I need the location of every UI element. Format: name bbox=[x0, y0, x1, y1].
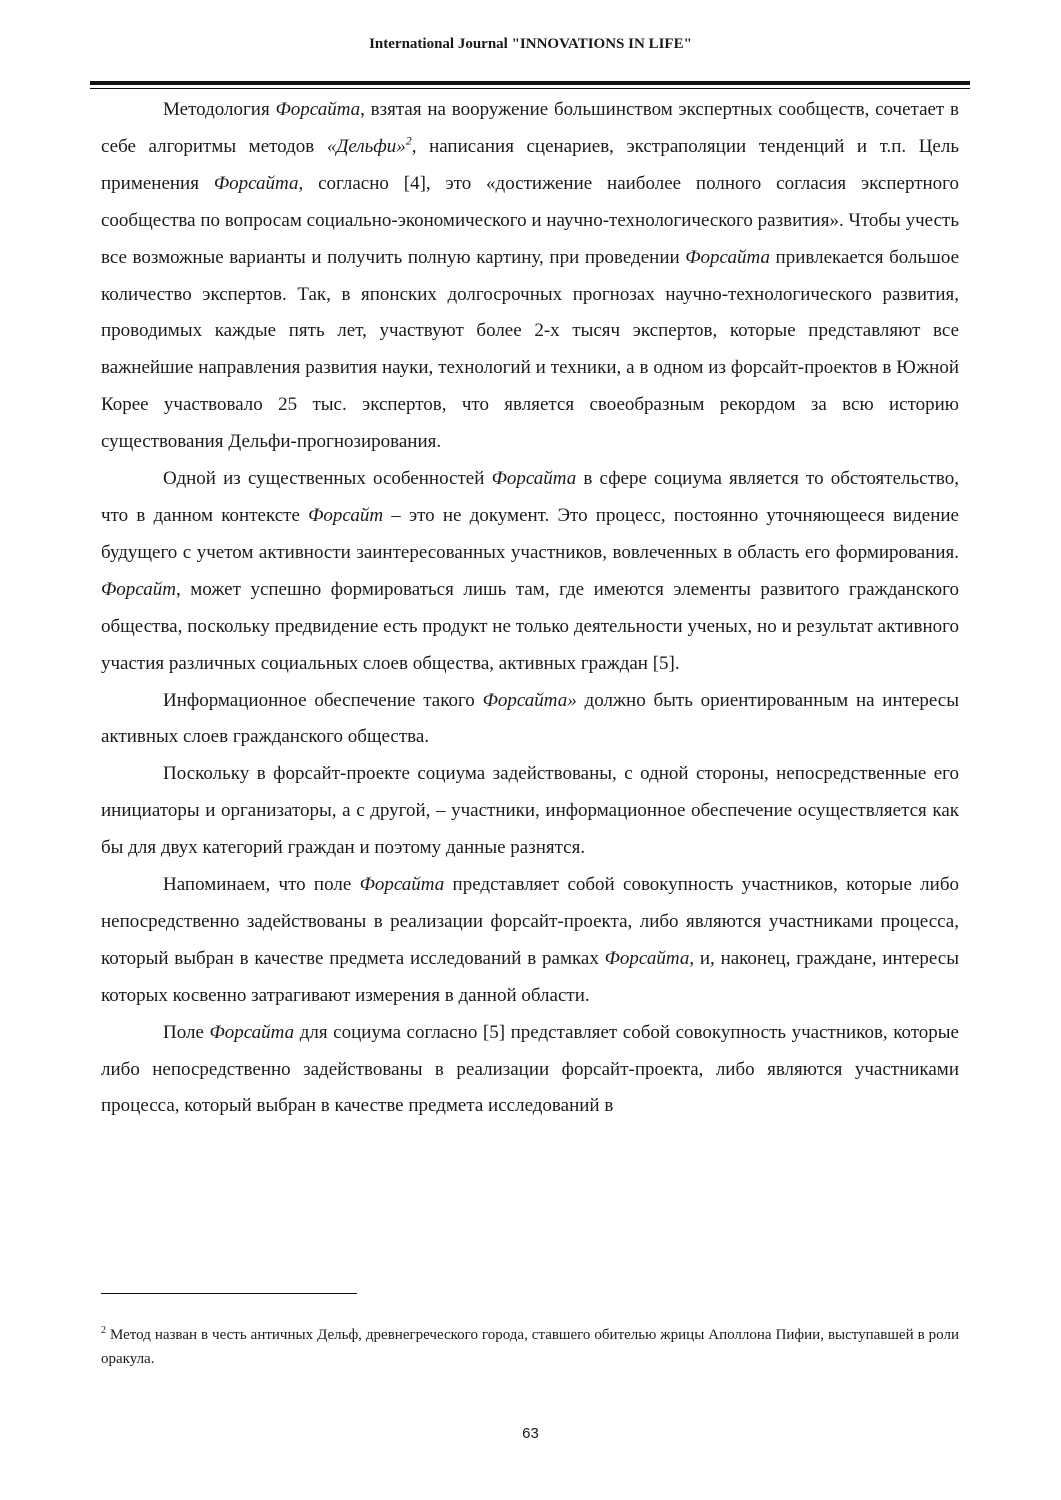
term-foresight: Форсайта bbox=[275, 99, 361, 120]
journal-header: International Journal "INNOVATIONS IN LIFE" bbox=[369, 36, 692, 52]
paragraph-5: Напоминаем, что поле Форсайта представляет собой совокупность участников, которые либо непосредственно задействованы в реализации форсайт-проекта, либо являются участниками процесса, который выбран в качестве предмета исследований в рамках Форсайта, и, наконец, граждане, интересы которых косвенно затрагивают измерения в данной области. bbox=[101, 874, 959, 1006]
term-foresight: Форсайта bbox=[604, 947, 690, 969]
header-rule-thick bbox=[90, 81, 970, 85]
page-number: 63 bbox=[522, 1425, 539, 1442]
term-delphi: «Дельфи» bbox=[326, 135, 406, 157]
article-body bbox=[101, 92, 959, 1125]
footnote-ref[interactable]: 2 bbox=[405, 133, 412, 148]
footnote-marker: 2 bbox=[101, 1325, 106, 1336]
paragraph-2: Одной из существенных особенностей Форсайта в сфере социума является то обстоятельство, что в данном контексте Форсайт – это не документ. Это процесс, постоянно уточняющееся видение будущего с учетом активности заинтересованных участников, вовлеченных в область его формирования. Форсайт, может успешно формироваться лишь там, где имеются элементы развитого гражданского общества, поскольку предвидение есть продукт не только деятельности ученых, но и результат активного участия различных социальных слоев общества, активных граждан [5]. bbox=[101, 468, 959, 674]
term-foresight: Форсайта bbox=[209, 1021, 295, 1043]
term-foresight: Форсайта bbox=[359, 874, 445, 896]
footnote-text: Метод назван в честь античных Дельф, древнегреческого города, ставшего обителью жрицы Аполлона Пифии, выступавшей в роли оракула. bbox=[101, 1327, 959, 1367]
term-foresight: Форсайт bbox=[308, 504, 384, 526]
paragraph-1: Методология Форсайта, взятая на вооружение большинством экспертных сообществ, сочетает в себе алгоритмы методов «Дельфи»$^2$, написания сценариев, экстраполяции тенденций и т.п. Цель применения Форсайта, согласно [4], это «достижение наиболее полного согласия экспертного сообщества по вопросам социально-экономического и научно-технологического развития». Чтобы учесть все возможные варианты и получить полную картину, при проведении Форсайта привлекается большое количество экспертов. Так, в японских долгосрочных прогнозах научно-технологического развития, проводимых каждые пять лет, участвуют более 2-х тысяч экспертов, которые представляют все важнейшие направления развития науки, технологий и техники, а в одном из форсайт-проектов в Южной Корее участвовало 25 тыс. экспертов, что является своеобразным рекордом за всю историю существования Дельфи-прогнозирования. bbox=[101, 99, 960, 453]
term-foresight: Форсайта bbox=[491, 468, 577, 490]
term-foresight: Форсайта bbox=[685, 246, 770, 268]
footnote-separator bbox=[101, 1293, 357, 1294]
paragraph-4: Поскольку в форсайт-проекте социума задействованы, с одной стороны, непосредственные его инициаторы и организаторы, а с другой, – участники, информационное обеспечение осуществляется как бы для двух категорий граждан и поэтому данные разнятся. bbox=[101, 763, 959, 859]
footnote bbox=[101, 1319, 959, 1371]
header-rule-thin bbox=[90, 88, 970, 89]
paragraph-3: Информационное обеспечение такого Форсайта» должно быть ориентированным на интересы активных слоев гражданского общества. bbox=[101, 689, 959, 748]
term-foresight: Форсайта bbox=[213, 172, 299, 194]
term-foresight: Форсайт bbox=[101, 578, 176, 600]
paragraph-6: Поле Форсайта для социума согласно [5] представляет собой совокупность участников, которые либо непосредственно задействованы в реализации форсайт-проекта, либо являются участниками процесса, который выбран в качестве предмета исследований в bbox=[101, 1021, 959, 1117]
term-foresight: Форсайта» bbox=[482, 689, 577, 711]
